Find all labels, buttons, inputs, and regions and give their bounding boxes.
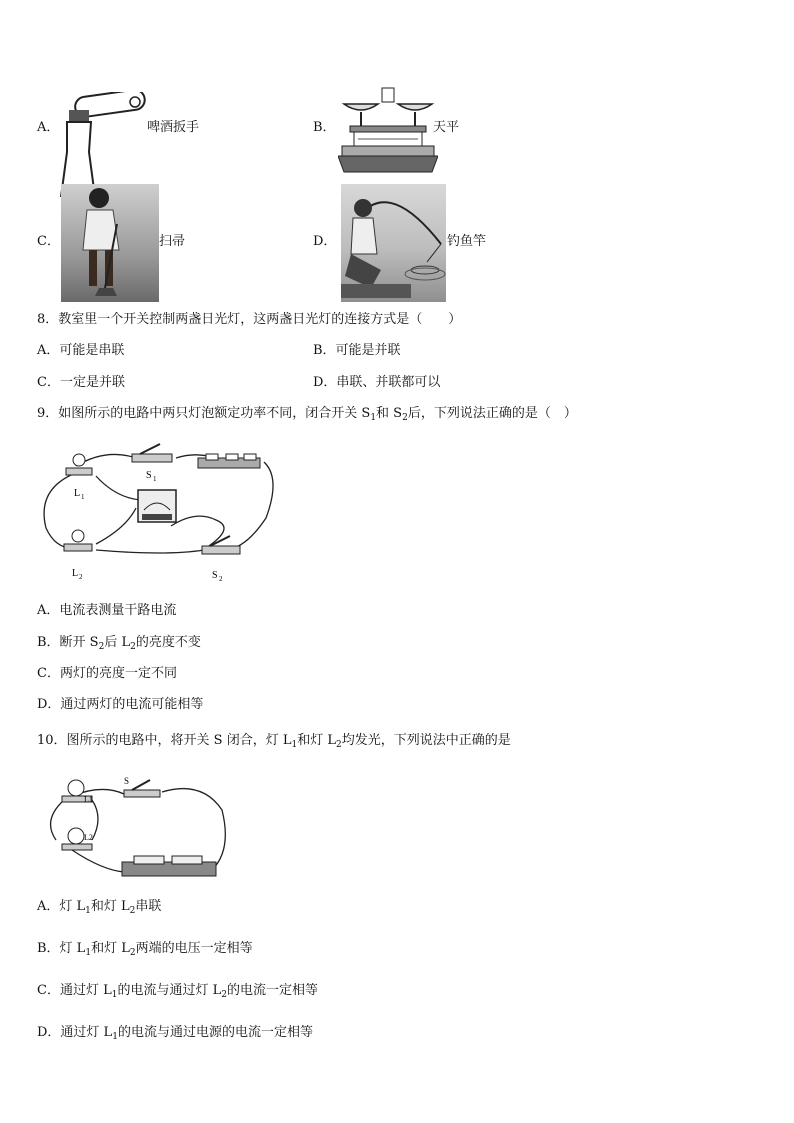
q10-switch-s: [124, 780, 160, 797]
q9-switch-s1: [132, 444, 172, 462]
q9-lamp-l1: [66, 454, 92, 475]
q7-option-c-text: 扫帚: [159, 234, 186, 249]
q8-option-d: D．串联、并联都可以: [313, 375, 441, 390]
q10-option-b: B．灯 $L_1$和灯 $L_2$两端的电压一定相等: [37, 941, 253, 958]
q10-label-s: S: [124, 776, 130, 786]
q9-option-c: C．两灯的亮度一定不同: [37, 666, 177, 681]
q7-option-a-label: A．: [37, 120, 60, 135]
q9-circuit-diagram: [36, 438, 276, 588]
q10-option-d: D．通过灯 $L_1$的电流与通过电源的电流一定相等: [37, 1025, 313, 1042]
q10-battery: [122, 856, 216, 876]
q7-option-b-label: B．: [313, 120, 336, 135]
broom-photo: [61, 184, 159, 302]
q9-label-s1: S: [146, 470, 152, 481]
balance-scale-image: [338, 82, 438, 177]
q9-ammeter: [138, 490, 176, 522]
q8-option-c: C．一定是并联: [37, 375, 125, 390]
q10-label-l2: L2: [84, 833, 93, 842]
q8-option-b: B．可能是并联: [313, 343, 401, 358]
beer-opener-image: [55, 92, 150, 197]
q7-option-c-label: C．: [37, 234, 60, 249]
q7-option-d-label: D．: [313, 234, 337, 249]
q9-switch-s2: [202, 536, 240, 554]
fishing-rod-photo: [341, 184, 446, 302]
q10-option-c: C．通过灯 $L_1$的电流与通过灯 $L_2$的电流一定相等: [37, 983, 318, 1000]
q9-lamp-l2: [64, 530, 92, 551]
q8-option-a: A．可能是串联: [37, 343, 125, 358]
q8-stem: 8．教室里一个开关控制两盏日光灯，这两盏日光灯的连接方式是（ ）: [37, 312, 462, 327]
q9-option-b: B．断开 $S_2$后 $L_2$的亮度不变: [37, 635, 201, 652]
q9-label-l2: L: [72, 568, 79, 579]
q9-battery: [198, 454, 260, 468]
svg-text:2: 2: [79, 573, 83, 581]
q10-label-l1: L1: [84, 795, 93, 804]
q9-option-a: A．电流表测量干路电流: [37, 603, 177, 618]
q9-label-l1: L: [74, 488, 81, 499]
q9-stem: 9．如图所示的电路中两只灯泡额定功率不同，闭合开关 $S_1$和 $S_2$后，下列说法正确的是（ ）: [37, 406, 577, 423]
q9-label-s2: S: [212, 570, 218, 581]
q10-option-a: A．灯 $L_1$和灯 $L_2$串联: [37, 899, 162, 916]
q7-option-a-text: 啤酒扳手: [147, 120, 200, 135]
svg-text:1: 1: [153, 475, 157, 483]
q9-option-d: D．通过两灯的电流可能相等: [37, 697, 204, 712]
q10-circuit-diagram: [42, 770, 232, 882]
q7-option-d-text: 钓鱼竿: [447, 234, 487, 249]
svg-text:2: 2: [219, 575, 223, 583]
svg-text:1: 1: [81, 493, 85, 501]
q10-stem: 10．图所示的电路中，将开关 S 闭合，灯 $L_1$和灯 $L_2$均发光，下列说法中正确的是: [37, 733, 511, 750]
q7-option-b-text: 天平: [433, 120, 460, 135]
